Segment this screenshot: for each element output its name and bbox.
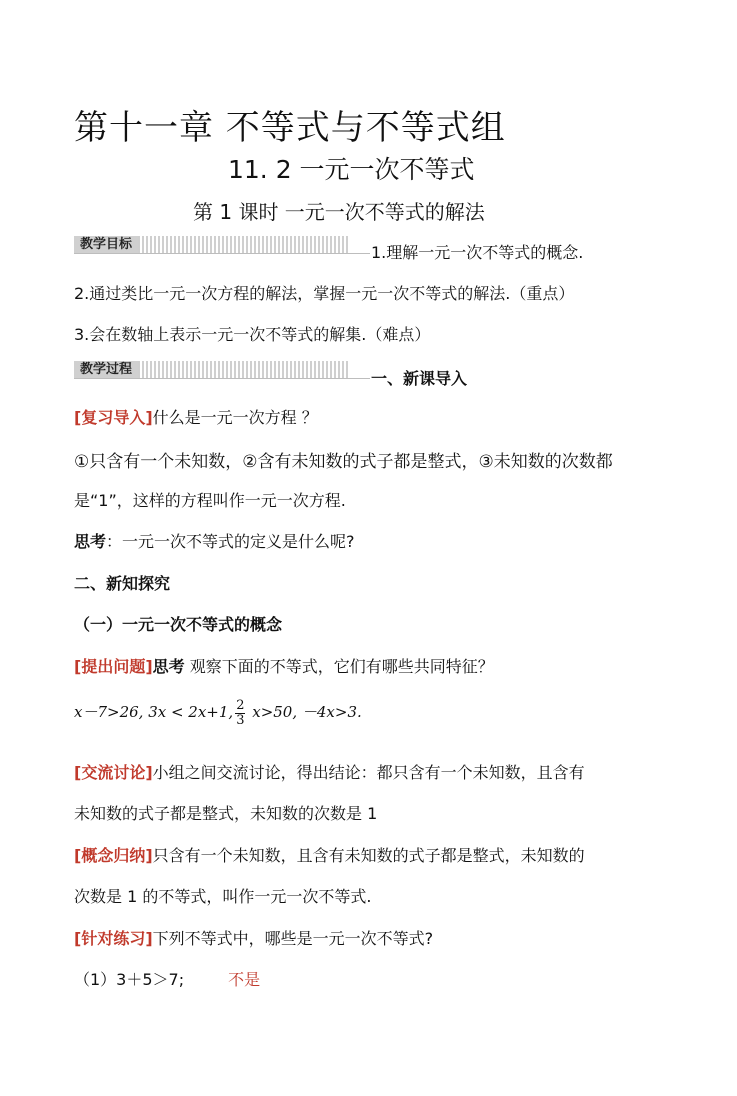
subheading-concept: （一）一元一次不等式的概念 bbox=[74, 615, 283, 634]
goal-item-1: 1.理解一元一次不等式的概念. bbox=[371, 243, 584, 262]
chapter-title: 第十一章 不等式与不等式组 bbox=[74, 108, 506, 148]
ask-line bbox=[74, 654, 494, 677]
think-label: 思考 bbox=[74, 532, 107, 551]
concept-line-1 bbox=[74, 843, 585, 866]
goal-item-2: 2.通过类比一元一次方程的解法，掌握一元一次不等式的解法.（重点） bbox=[74, 284, 575, 303]
discuss-line-1 bbox=[74, 760, 585, 783]
goals-stripe bbox=[138, 236, 348, 254]
concept-tag: [概念归纳] bbox=[74, 846, 153, 865]
process-stripe bbox=[138, 361, 348, 379]
discuss-tag: [交流讨论] bbox=[74, 763, 153, 782]
ask-text: 观察下面的不等式，它们有哪些共同特征？ bbox=[184, 657, 494, 676]
exercise-1-answer: 不是 bbox=[228, 970, 261, 989]
heading-new-lesson: 一、新课导入 bbox=[371, 369, 468, 388]
exercise-1 bbox=[74, 967, 260, 990]
ask-think: 思考 bbox=[152, 657, 185, 676]
goal-item-3: 3.会在数轴上表示一元一次不等式的解集.（难点） bbox=[74, 325, 431, 344]
review-answer-1: ①只含有一个未知数，②含有未知数的式子都是整式，③未知数的次数都 bbox=[74, 452, 613, 472]
practice-tag: [针对练习] bbox=[74, 929, 153, 948]
concept-line-2: 次数是 1 的不等式，叫作一元一次不等式. bbox=[74, 887, 372, 906]
think-line bbox=[74, 529, 355, 552]
fraction-denominator: 3 bbox=[236, 712, 245, 728]
review-answer-2: 是“1”，这样的方程叫作一元一次方程. bbox=[74, 491, 346, 510]
review-line bbox=[74, 405, 318, 428]
review-tag: [复习导入] bbox=[74, 408, 153, 427]
fraction-numerator: 2 bbox=[236, 697, 245, 713]
goals-label: 教学目标 bbox=[74, 236, 138, 254]
process-bar bbox=[74, 361, 370, 379]
review-question: 什么是一元一次方程 ？ bbox=[152, 408, 318, 427]
heading-new-knowledge: 二、新知探究 bbox=[74, 574, 171, 593]
lesson-title: 第 1 课时 一元一次不等式的解法 bbox=[193, 200, 485, 224]
goals-bar bbox=[74, 236, 370, 254]
practice-line bbox=[74, 926, 433, 949]
concept-text-1: 只含有一个未知数，且含有未知数的式子都是整式，未知数的 bbox=[152, 846, 585, 865]
discuss-line-2: 未知数的式子都是整式，未知数的次数是 1 bbox=[74, 804, 378, 823]
ask-tag: [提出问题] bbox=[74, 657, 153, 676]
inequality-part-b: x>50, －4x>3. bbox=[247, 703, 362, 721]
inequality-part-a: x－7>26, 3x < 2x+1, bbox=[74, 703, 234, 721]
process-label: 教学过程 bbox=[74, 361, 138, 379]
think-text: ：一元一次不等式的定义是什么呢? bbox=[106, 532, 355, 551]
section-title: 11. 2 一元一次不等式 bbox=[228, 155, 475, 184]
fraction-two-thirds bbox=[235, 699, 245, 728]
inequality-examples bbox=[74, 690, 362, 734]
exercise-1-expression: （1）3＋5＞7; bbox=[74, 970, 185, 989]
practice-text: 下列不等式中，哪些是一元一次不等式? bbox=[152, 929, 434, 948]
discuss-text-1: 小组之间交流讨论，得出结论：都只含有一个未知数，且含有 bbox=[152, 763, 585, 782]
